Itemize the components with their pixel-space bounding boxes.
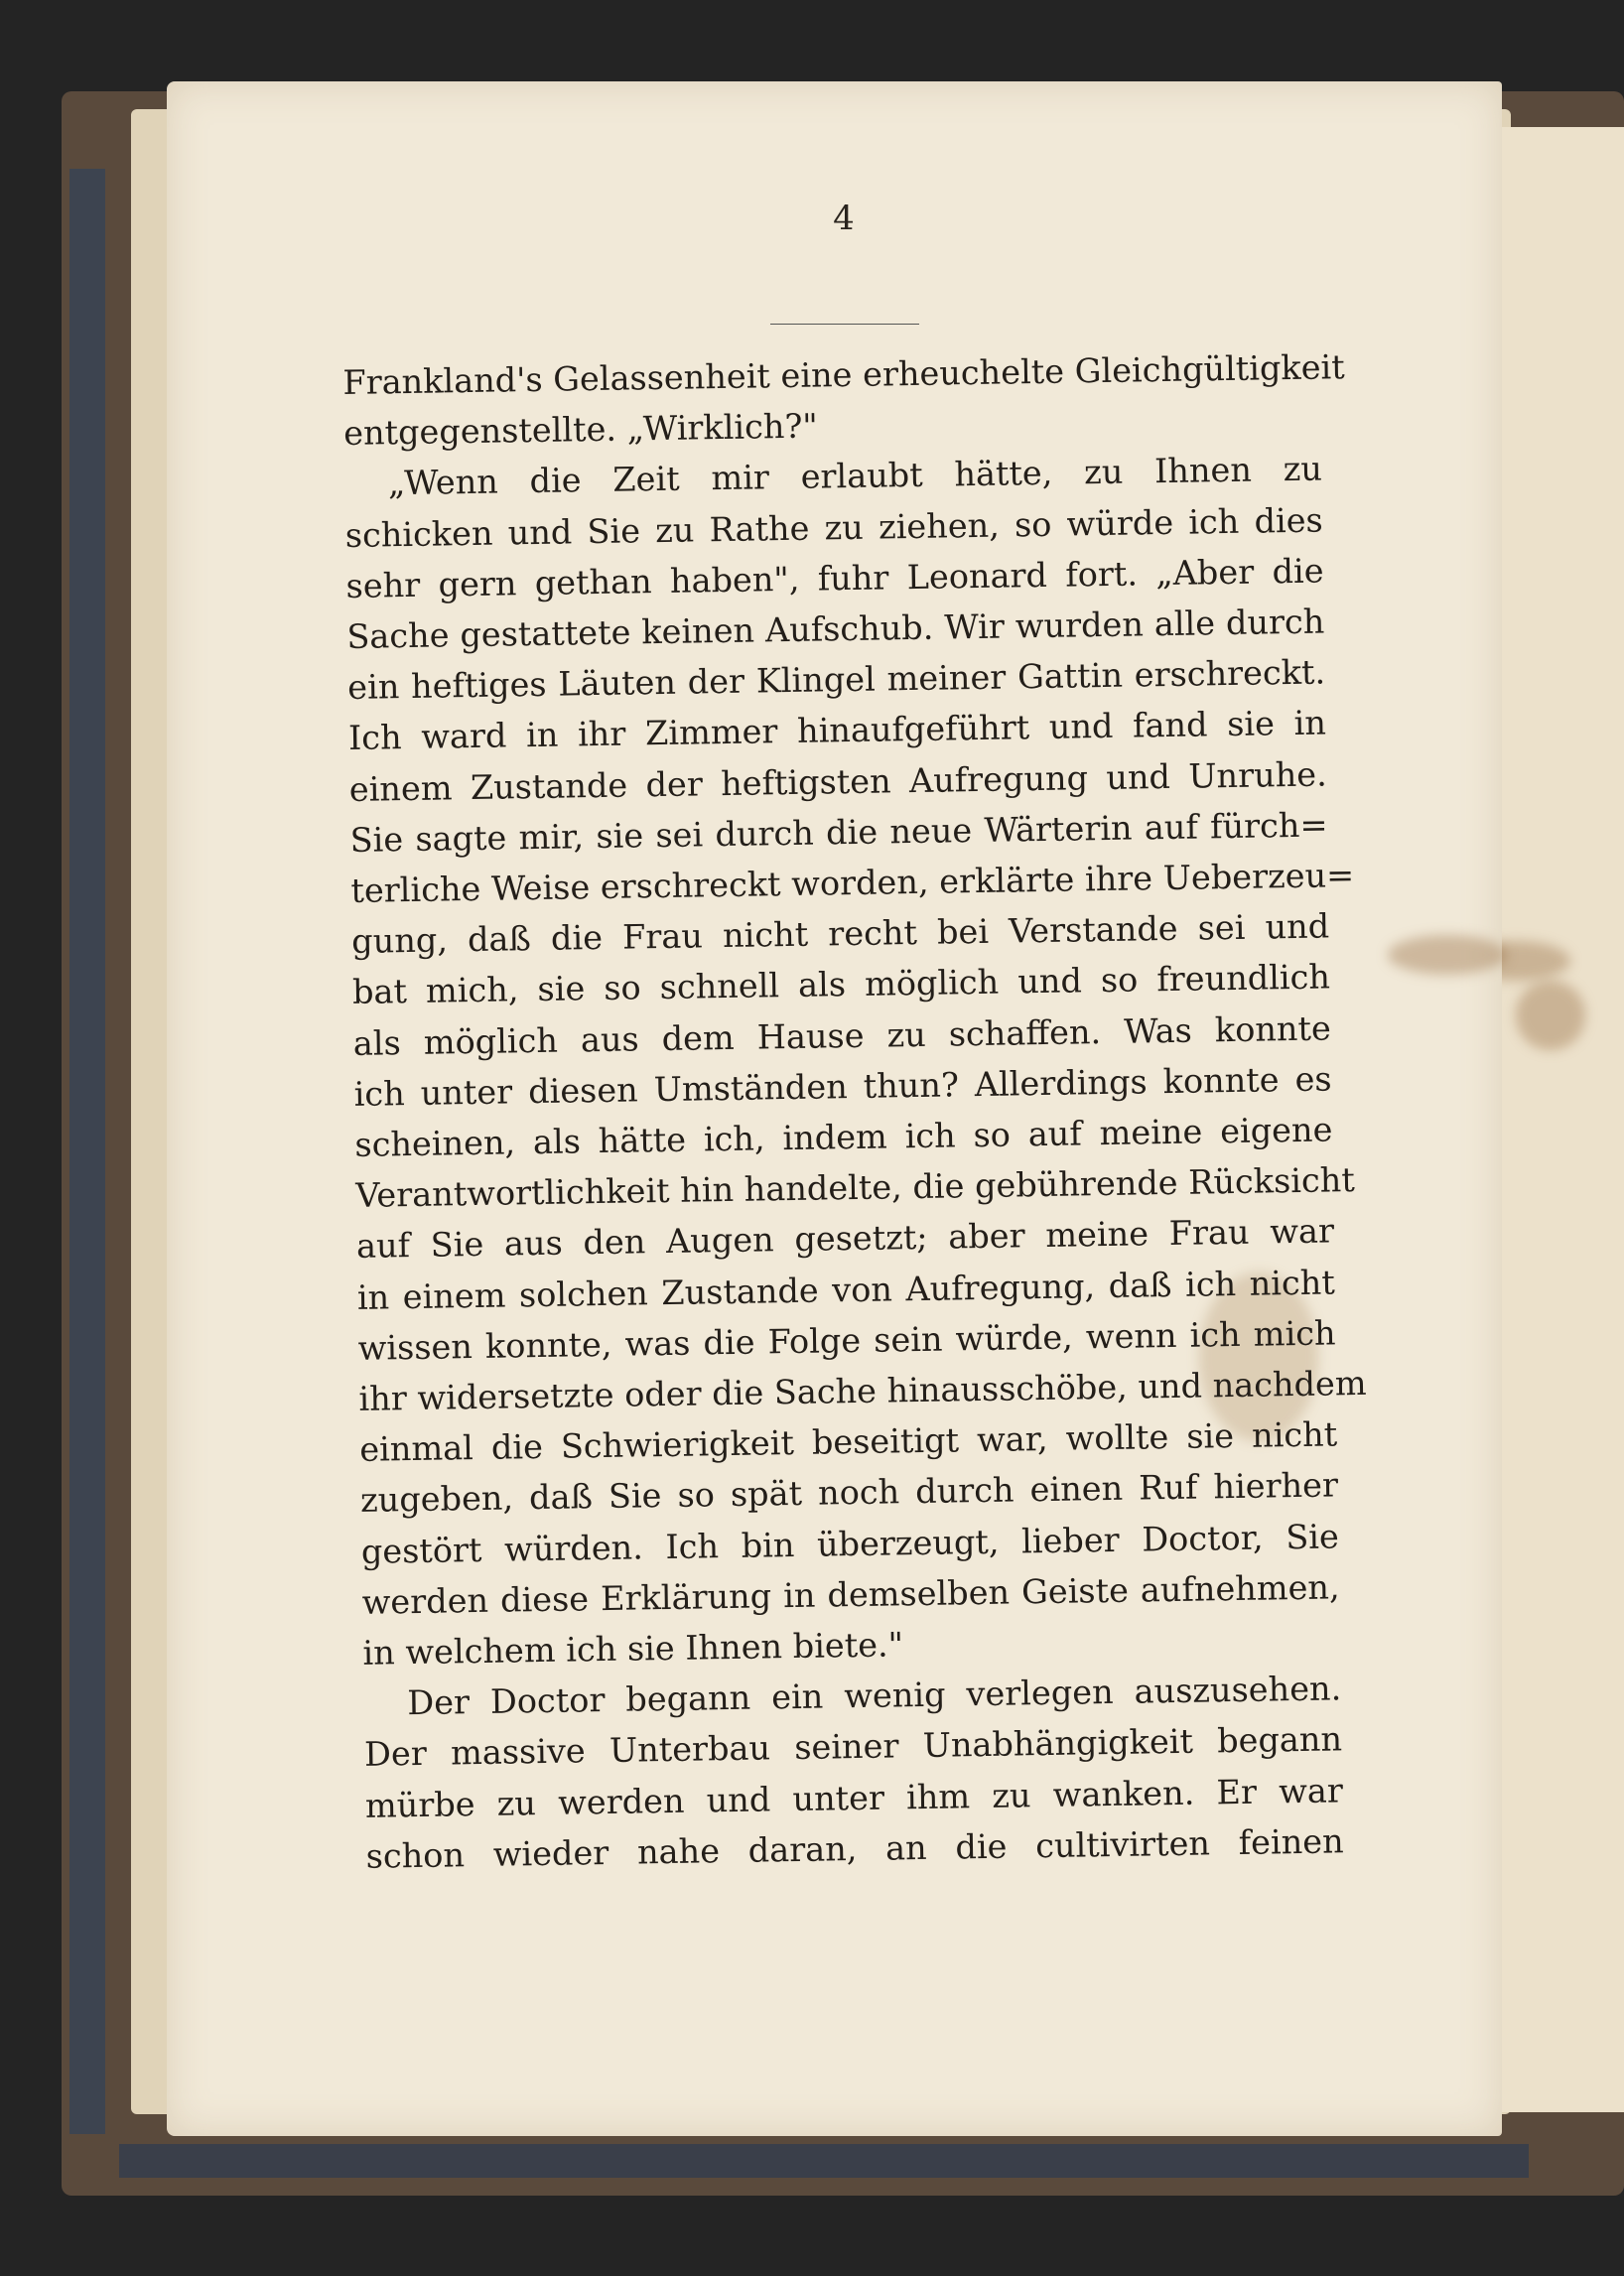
book-cover-edge xyxy=(69,169,105,2134)
text-line: in welchem ich sie Ihnen biete." xyxy=(362,1625,904,1673)
text-line: scheinen, als hätte ich, indem ich so auf meine eigene xyxy=(354,1110,1333,1164)
text-line: Sache gestattete keinen Aufschub. Wir wurden alle durch xyxy=(346,602,1325,656)
text-line: in einem solchen Zustande von Aufregung, daß ich nicht xyxy=(356,1263,1336,1317)
body-text xyxy=(342,342,1367,1882)
page-number-text: 4 xyxy=(833,199,855,238)
text-line: mürbe zu werden und unter ihm zu wanken. Er war xyxy=(364,1771,1344,1825)
text-line: einem Zustande der heftigsten Aufregung und Unruhe. xyxy=(348,754,1328,809)
text-line: bat mich, sie so schnell als möglich und so freundlich xyxy=(351,957,1331,1012)
text-line: ein heftiges Läuten der Klingel meiner Gattin erschreckt. xyxy=(346,652,1326,708)
text-line: terliche Weise erschreckt worden, erklärte ihre Ueberzeu= xyxy=(350,856,1355,910)
text-line: ihr widersetzte oder die Sache hinausschöbe, und nachdem xyxy=(358,1363,1367,1418)
text-line: ich unter diesen Umständen thun? Allerdings konnte es xyxy=(353,1059,1332,1114)
text-line: zugeben, daß Sie so spät noch durch einen Ruf hierher xyxy=(359,1465,1339,1521)
text-line: Sie sagte mir, sie sei durch die neue Wärterin auf fürch= xyxy=(349,805,1328,860)
text-line: Der Doctor begann ein wenig verlegen auszusehen. xyxy=(406,1669,1342,1723)
facing-page-edge xyxy=(1499,127,1624,2112)
text-line: „Wenn die Zeit mir erlaubt hätte, zu Ihnen zu xyxy=(387,449,1323,503)
text-line: Ich ward in ihr Zimmer hinaufgeführt und fand sie in xyxy=(347,703,1327,758)
text-line: auf Sie aus den Augen gesetzt; aber meine Frau war xyxy=(355,1211,1335,1267)
text-line: einmal die Schwierigkeit beseitigt war, wollte sie nicht xyxy=(358,1414,1338,1470)
text-line: werden diese Erklärung in demselben Geiste aufnehmen, xyxy=(361,1567,1340,1622)
text-line: wissen konnte, was die Folge sein würde, wenn ich mich xyxy=(357,1313,1336,1368)
text-line: Frankland's Gelassenheit eine erheuchelte Gleichgültigkeit xyxy=(342,347,1345,402)
text-line: sehr gern gethan haben", fuhr Leonard fort. „Aber die xyxy=(345,551,1324,605)
text-line: Der massive Unterbau seiner Unabhängigkeit begann xyxy=(363,1719,1343,1775)
text-line: entgegenstellte. „Wirklich?" xyxy=(342,406,819,454)
text-line: gung, daß die Frau nicht recht bei Verstande sei und xyxy=(350,906,1330,962)
text-line: als möglich aus dem Hause zu schaffen. Was konnte xyxy=(352,1008,1332,1063)
book-cover-bottom-edge xyxy=(119,2144,1529,2178)
stain-mark xyxy=(1516,981,1585,1050)
stain-mark xyxy=(1388,935,1507,975)
text-line: gestört würden. Ich bin überzeugt, lieber Doctor, Sie xyxy=(360,1517,1340,1571)
text-line: schicken und Sie zu Rathe zu ziehen, so würde ich dies xyxy=(344,500,1323,555)
text-line: schon wieder nahe daran, an die cultivirten feinen xyxy=(365,1821,1344,1876)
header-rule xyxy=(770,324,919,325)
text-line: Verantwortlichkeit hin handelte, die gebührende Rücksicht xyxy=(354,1160,1356,1216)
